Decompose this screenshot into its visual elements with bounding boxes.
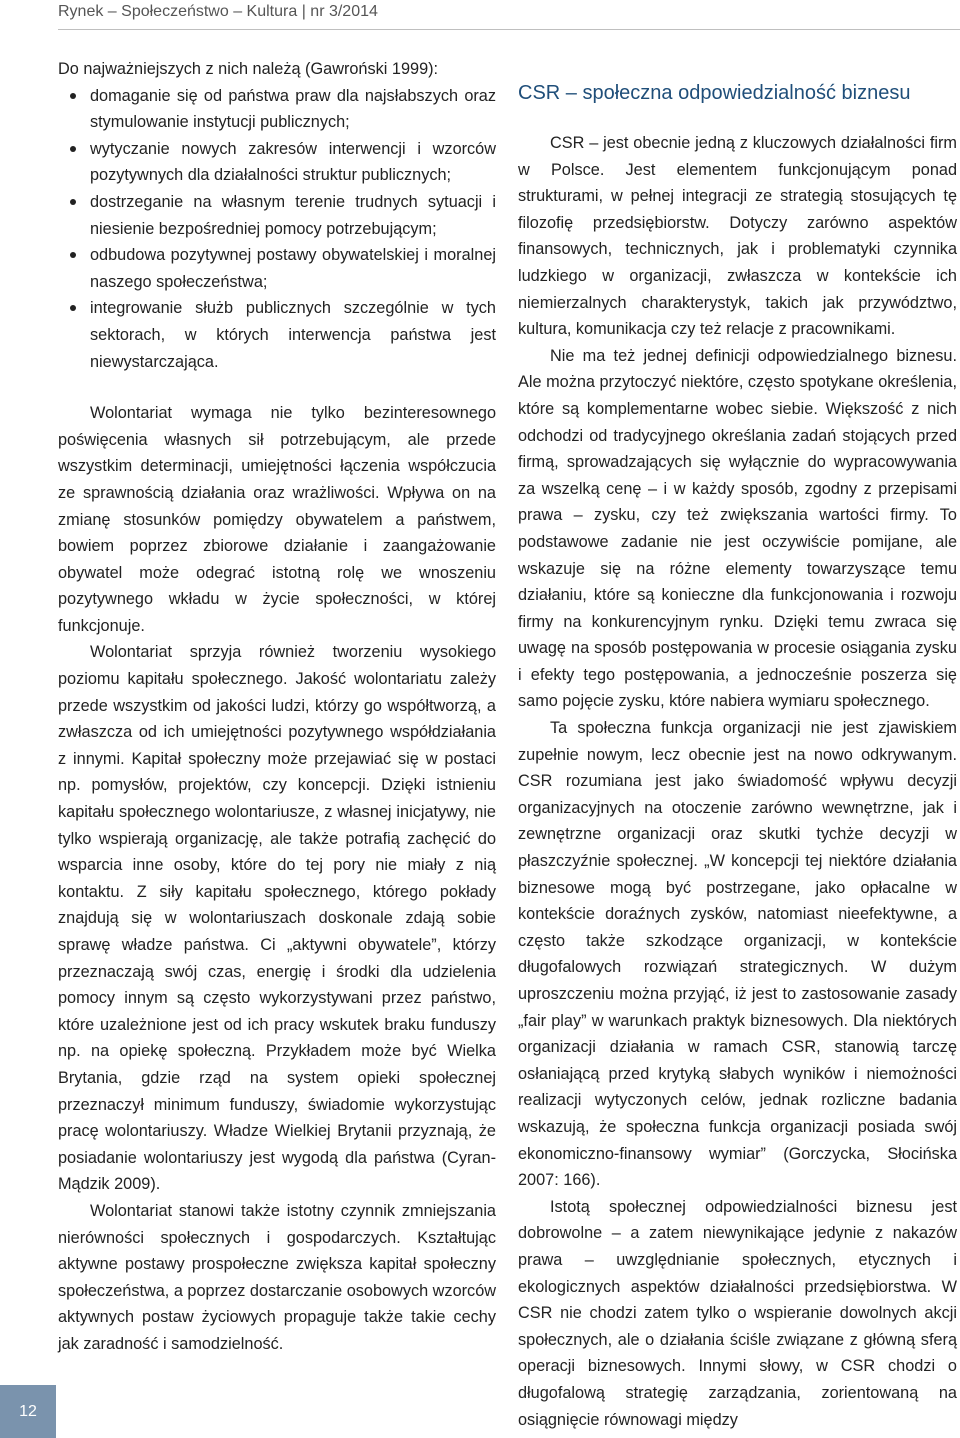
body-paragraph: Wolontariat sprzyja również tworzeniu wysokiego poziomu kapitału społecznego. Jakość wolontariatu zależy przede wszystkim od jakości ludzi, którzy go współtworzą, a zwłaszcza od ich umiejętności pozytywnego współdziałania z innymi. Kapitał społeczny może przejawiać się w postaci np. pomysłów, projektów, czy koncepcji. Dzięki istnieniu kapitału społecznego wolontariusze, z własnej inicjatywy, nie tylko wspierają organizację, ale także potrafią zachęcić do wsparcia inne osoby, które do tej pory nie miały z nią kontaktu. Z siły kapitału społecznego, którego pokłady znajdują się w wolontariuszach doskonale zdają sobie sprawę władze państwa. Ci „aktywni obywatele”, którzy przeznaczają swój czas, energię i środki dla udzielenia pomocy innym są często wykorzystywani przez państwo, które uzależnione jest od ich pracy wskutek braku funduszy np. na opiekę społeczną. Przykładem może być Wielka Brytania, gdzie rząd na system opieki społecznej przeznaczył minimum funduszy, świadomie wykorzystując pracę wolontariuszy. Władze Wielkiej Brytanii przyznają, że posiadanie wolontariuszy jest wygodą dla państwa (Cyran-Mądzik 2009).	[58, 643, 496, 1194]
body-paragraph: CSR – jest obecnie jedną z kluczowych działalności firm w Polsce. Jest elementem funkcjonującym ponad strukturami, w pełnej integracji ze strategią stosujących tę filozofię przedsiębiorstw. Dotyczy zarówno aspektów finansowych, technicznych, jak i problematyki czynnika ludzkiego w organizacji, zwłaszcza w kontekście ich niemierzalnych charakterystyk, takich jak przywództwo, kultura, komunikacja czy też relacje z pracownikami.	[518, 134, 957, 339]
left-column	[58, 56, 496, 1358]
list-intro: Do najważniejszych z nich należą (Gawroński 1999):	[58, 60, 439, 78]
bullet-list	[58, 83, 496, 376]
body-paragraph: Istotą społecznej odpowiedzialności biznesu jest dobrowolne – a zatem niewynikające jedynie z nakazów prawa – uwzględnianie społecznych, etycznych i ekologicznych aspektów działalności przedsiębiorstwa. W CSR nie chodzi zatem tylko o wspieranie dowolnych akcji społecznych, ale o działania ściśle związane z główną sferą operacji biznesowych. Innymi słowy, w CSR chodzi o długofalową strategię zarządzania, zorientowaną na osiągnięcie równowagi między	[518, 1197, 957, 1429]
section-title: CSR – społeczna odpowiedzialność biznesu	[518, 82, 911, 104]
list-item: dostrzeganie na własnym terenie trudnych sytuacji i niesienie bezpośredniej pomocy potrzebującym;	[58, 189, 496, 242]
body-paragraph: Nie ma też jednej definicji odpowiedzialnego biznesu. Ale można przytoczyć niektóre, często spotykane określenia, które są komplementarne wobec siebie. Większość z nich odchodzi od tradycyjnego określania zadań stojących przed firmą, sprowadzających się wyłącznie do wypracowywania za wszelką cenę – i w każdy sposób, zgodny z przepisami prawa – zysku, czy też zwiększania wartości firmy. To podstawowe zadanie nie jest oczywiście pomijane, ale wskazuje się na różne elementy towarzyszące temu działaniu, które są konieczne dla funkcjonowania i rozwoju firmy na konkurencyjnym rynku. Dzięki temu zwraca się uwagę na sposób postępowania w procesie osiągania zysku i efekty tego postępowania, a jednocześnie poszerza się samo pojęcie zysku, które nabiera wymiaru społecznego.	[518, 346, 957, 711]
page-number: 12	[0, 1385, 56, 1438]
right-column	[518, 80, 957, 1433]
list-item: wytyczanie nowych zakresów interwencji i wzorców pozytywnych dla działalności struktur publicznych;	[58, 136, 496, 189]
list-item: integrowanie służb publicznych szczególnie w tych sektorach, w których interwencja państwa jest niewystarczająca.	[58, 295, 496, 375]
body-paragraph: Ta społeczna funkcja organizacji nie jest zjawiskiem zupełnie nowym, lecz obecnie jest na nowo odkrywanym. CSR rozumiana jest jako świadomość wpływu decyzji organizacyjnych na otoczenie zarówno wewnętrzne, jak i zewnętrzne organizacji oraz skutki tychże decyzji w płaszczyźnie społecznej. „W koncepcji tej niektóre działania biznesowe mogą być postrzegane, jako opłacalne w kontekście doraźnych zysków, natomiast nieefektywne, a często także szkodzące organizacji, w kontekście długofalowych rozwiązań strategicznych. W dużym uproszczeniu można przyjąć, iż jest to zastosowanie zasady „fair play” w warunkach praktyk biznesowych. Dla niektórych organizacji działania w ramach CSR, stanowią tarczę osłaniającą przed krytyką słabych wyników i niemożności realizacji wytyczonych celów, jednak rozliczne badania wskazują, że społeczna funkcja organizacji posiada swój ekonomiczno-finansowy wymiar” (Gorczycka, Słocińska 2007: 166).	[518, 719, 957, 1190]
list-item: domaganie się od państwa praw dla najsłabszych oraz stymulowanie instytucji publicznych;	[58, 83, 496, 136]
header-divider	[58, 29, 960, 30]
body-paragraph: Wolontariat stanowi także istotny czynnik zmniejszania nierówności społecznych i gospodarczych. Kształtując aktywne postawy prospołeczne zwiększa kapitał społeczny społeczeństwa, a poprzez dostarczanie osobowych wzorców aktywnych postaw życiowych propaguje także takie cechy jak zaradność i samodzielność.	[58, 1201, 497, 1353]
list-item: odbudowa pozytywnej postawy obywatelskiej i moralnej naszego społeczeństwa;	[58, 242, 496, 295]
running-header: Rynek – Społeczeństwo – Kultura | nr 3/2014	[58, 3, 378, 20]
body-paragraph: Wolontariat wymaga nie tylko bezinteresownego poświęcenia własnych sił potrzebującym, ale przede wszystkim determinacji, umiejętności łączenia współczucia ze sprawnością działania oraz wrażliwości. Wpływa on na zmianę stosunków pomiędzy obywatelem a państwem, bowiem poprzez zbiorowe działanie i zaangażowanie obywatel może odegrać istotną rolę we wnoszeniu pozytywnego wkładu w życie społeczności, w której funkcjonuje.	[58, 404, 496, 635]
